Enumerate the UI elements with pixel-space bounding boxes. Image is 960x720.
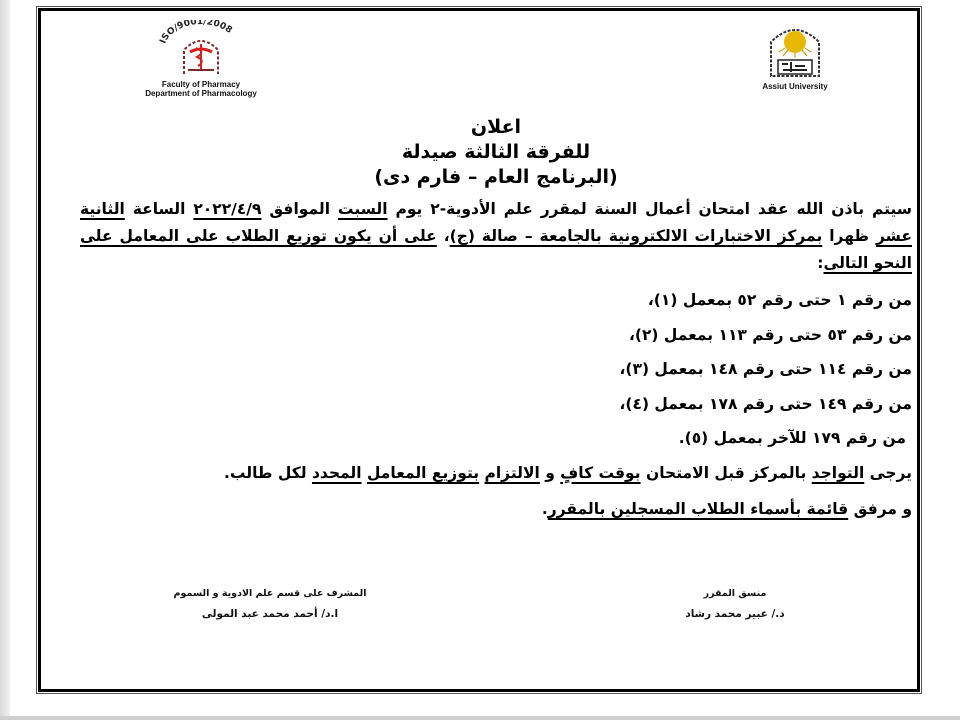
- intro-text: الساعة: [124, 200, 194, 218]
- pharmacy-emblem-icon: [156, 20, 246, 76]
- department-name: Department of Pharmacology: [145, 89, 257, 98]
- lab-distribution-note: على أن يكون توزيع الطلاب على المعامل على النحو التالى: [80, 227, 912, 272]
- exam-date: ٢٠٢٢/٤/٩: [193, 200, 262, 218]
- attachment-text: و مرفق: [848, 499, 912, 518]
- faculty-of-pharmacy-logo: [116, 20, 286, 98]
- note-assigned: المحدد: [311, 463, 362, 482]
- assiut-university-emblem-icon: [765, 22, 825, 78]
- note-commit: الالتزام: [484, 463, 540, 482]
- assiut-university-logo: [740, 22, 850, 91]
- note-text: بالمركز قبل الامتحان: [640, 463, 812, 482]
- lab-range-item: من رقم ١١٤ حتى رقم ١٤٨ بمعمل (٣)،: [619, 360, 912, 378]
- coordinator-role: منسق المقرر: [703, 588, 767, 599]
- attachment-text: .: [541, 499, 548, 518]
- intro-text: ظهرا: [822, 227, 876, 245]
- program-name: (البرنامج العام – فارم دى): [374, 166, 618, 188]
- intro-text: :: [817, 254, 824, 272]
- lab-range-item: من رقم ١٧٩ للآخر بمعمل (٥).: [678, 429, 906, 447]
- viewer-left-edge: [0, 0, 10, 720]
- note-distribution: بتوزيع المعامل: [366, 463, 480, 482]
- announcement-document: [80, 115, 912, 521]
- exam-hour: الثانية عشر: [80, 200, 912, 245]
- intro-text: ،: [436, 227, 450, 245]
- faculty-name: Faculty of Pharmacy: [161, 80, 241, 89]
- intro-text: سيتم باذن الله عقد امتحان أعمال السنة لمقرر علم الأدوية-٢ يوم: [387, 200, 913, 218]
- supervisor-signature: [130, 584, 410, 624]
- lab-range-item: من رقم ١٤٩ حتى رقم ١٧٨ بمعمل (٤)،: [619, 394, 912, 413]
- coordinator-signature: [660, 584, 810, 624]
- lab-range-item: من رقم ١ حتى رقم ٥٢ بمعمل (١)،: [647, 291, 912, 309]
- exam-details-paragraph: [80, 196, 912, 277]
- supervisor-name: ا.د/ أحمد محمد عبد المولى: [201, 608, 339, 620]
- coordinator-name: د./ عبير محمد رشاد: [685, 608, 785, 620]
- lab-distribution-list: [80, 283, 912, 456]
- exam-day: السبت: [337, 200, 388, 218]
- announcement-title: اعلان: [470, 116, 522, 138]
- attendance-note: [80, 464, 912, 483]
- note-text: لكل طالب.: [223, 463, 312, 482]
- note-text: يرجى: [864, 463, 912, 482]
- svg-text:ISO/9001/2008: [158, 20, 233, 45]
- registered-students-list: قائمة بأسماء الطلاب المسجلين بالمقرر: [547, 499, 849, 518]
- lab-range-item: من رقم ٥٣ حتى رقم ١١٣ بمعمل (٢)،: [628, 325, 912, 344]
- note-presence: التواجد: [811, 463, 865, 482]
- announcement-subtitle: للفرقة الثالثة صيدلة: [401, 141, 591, 163]
- note-text: و: [539, 463, 561, 482]
- viewer-bottom-edge: [0, 716, 960, 720]
- exam-location: بمركز الاختبارات الالكترونية بالجامعة – صالة (ج): [449, 227, 823, 245]
- note-time: بوقت كافٍ: [560, 463, 641, 482]
- supervisor-role: المشرف على قسم علم الادوية و السموم: [173, 588, 367, 599]
- iso-text: ISO/9001/2008: [158, 20, 234, 46]
- intro-text: الموافق: [261, 200, 338, 218]
- attachment-note: [80, 497, 912, 521]
- university-name: Assiut University: [762, 82, 828, 91]
